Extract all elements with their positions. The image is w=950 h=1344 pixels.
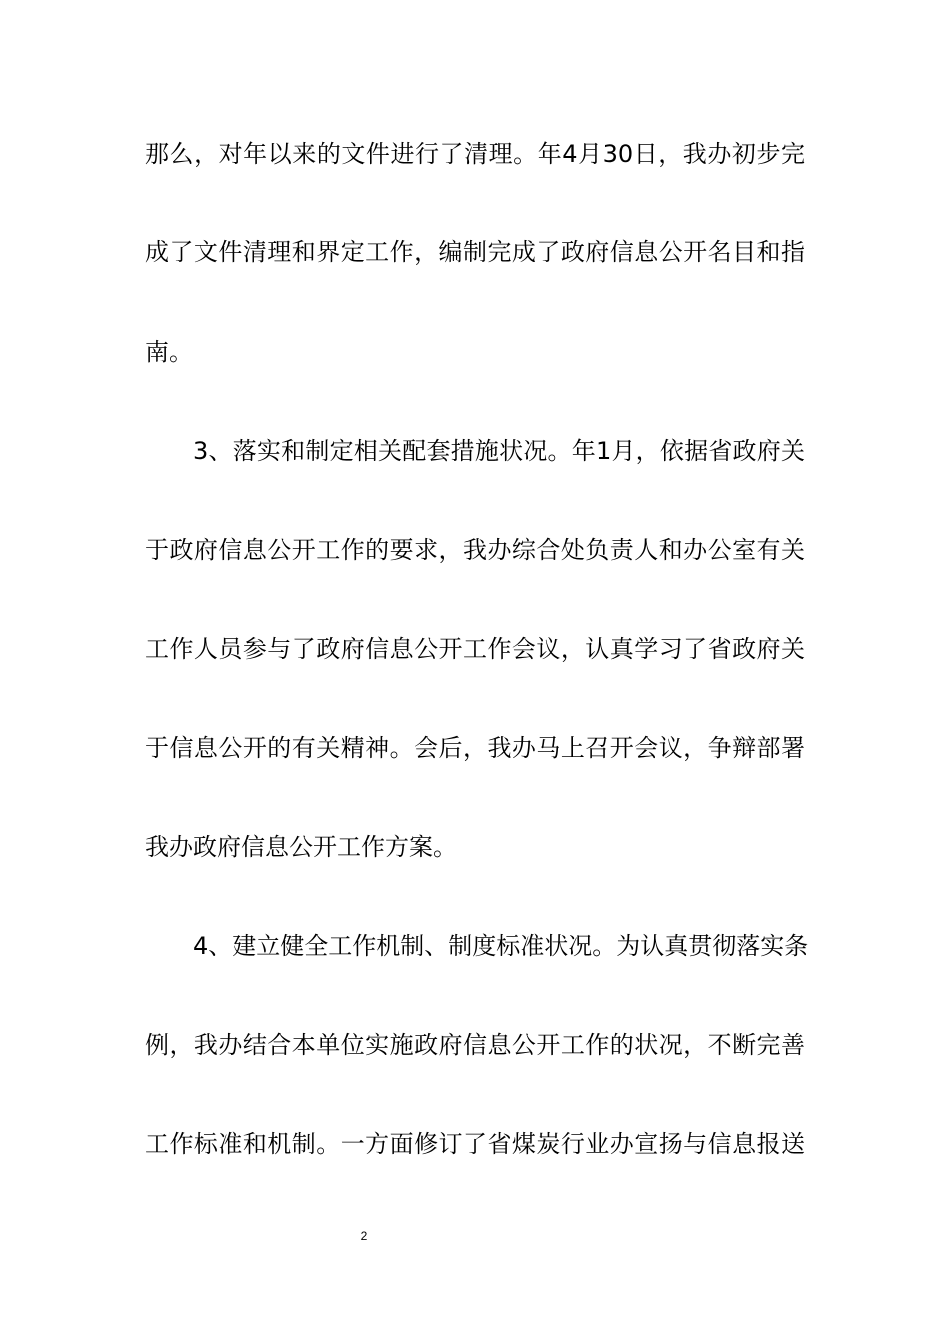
text-line-11: 工作标准和机制。一方面修订了省煤炭行业办宣扬与信息报送 <box>145 1130 805 1158</box>
text-line-6: 工作人员参与了政府信息公开工作会议，认真学习了省政府关 <box>145 635 805 663</box>
text-line-10: 例，我办结合本单位实施政府信息公开工作的状况，不断完善 <box>145 1031 805 1059</box>
text-line-7: 于信息公开的有关精神。会后，我办马上召开会议，争辩部署 <box>145 734 805 762</box>
text-line-5: 于政府信息公开工作的要求，我办综合处负责人和办公室有关 <box>145 536 805 564</box>
text-line-3: 南。 <box>145 338 193 366</box>
page-number: 2 <box>360 1229 368 1243</box>
text-line-1: 那么，对年以来的文件进行了清理。年4月30日，我办初步完 <box>145 140 805 168</box>
text-line-9: 4、建立健全工作机制、制度标准状况。为认真贯彻落实条 <box>193 932 809 960</box>
text-line-4: 3、落实和制定相关配套措施状况。年1月，依据省政府关 <box>193 437 805 465</box>
text-line-2: 成了文件清理和界定工作，编制完成了政府信息公开名目和指 <box>145 238 805 266</box>
text-line-8: 我办政府信息公开工作方案。 <box>145 833 457 861</box>
